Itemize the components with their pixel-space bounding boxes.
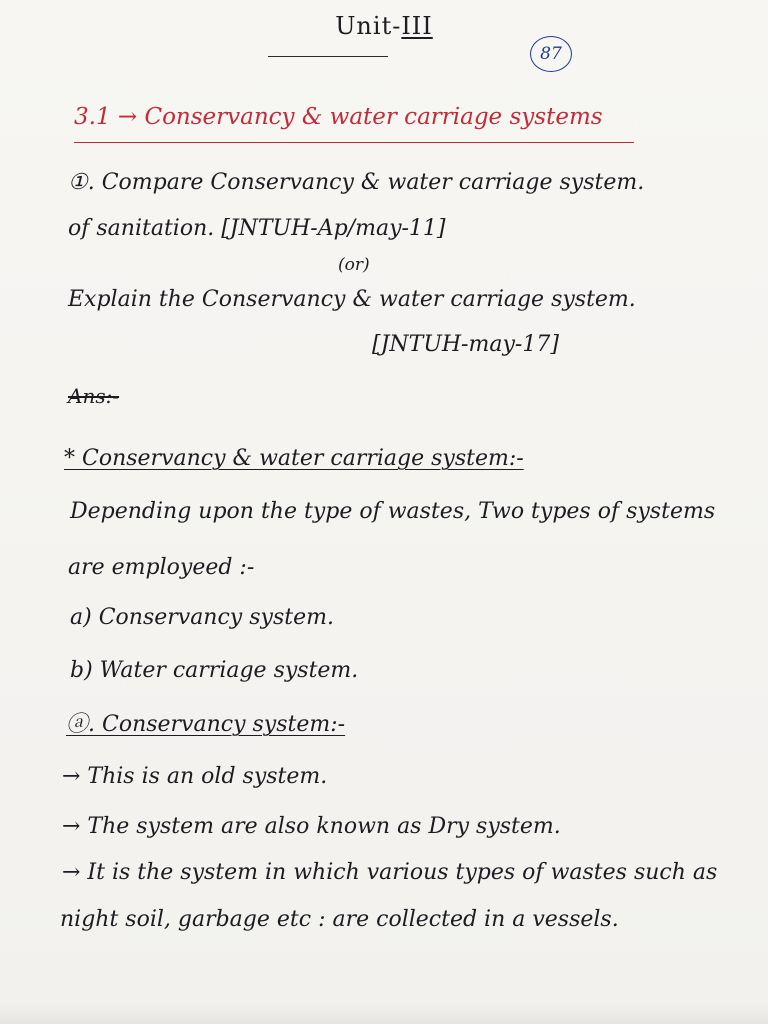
point-line: → This is an old system.	[62, 764, 328, 789]
point-line: → The system are also known as Dry system.	[62, 814, 561, 839]
section-heading: 3.1 → Conservancy & water carriage systems	[74, 104, 603, 130]
question-line-4: [JNTUH-may-17]	[372, 332, 559, 357]
answer-label: Ans:-	[68, 384, 120, 408]
page-bottom-shadow	[0, 1002, 768, 1024]
point-line: night soil, garbage etc : are collected in a vessels.	[60, 907, 619, 932]
section-heading-underline	[74, 142, 634, 143]
answer-sub-heading: * Conservancy & water carriage system:-	[64, 446, 524, 471]
unit-roman-numeral: III	[401, 12, 433, 40]
point-line: → It is the system in which various types of wastes such as	[62, 860, 718, 885]
question-line-3: Explain the Conservancy & water carriage system.	[68, 287, 636, 312]
unit-title: Unit-III	[335, 12, 433, 40]
question-or-label: (or)	[338, 255, 370, 275]
question-line-1: ①. Compare Conservancy & water carriage system.	[68, 170, 645, 195]
page-number-badge: 87	[530, 36, 572, 72]
list-item-a: a) Conservancy system.	[70, 605, 334, 630]
list-item-b: b) Water carriage system.	[70, 658, 359, 683]
unit-title-underline	[268, 56, 388, 57]
body-line-1: Depending upon the type of wastes, Two types of systems	[70, 499, 716, 524]
body-line-2: are employeed :-	[68, 555, 255, 580]
question-line-2: of sanitation. [JNTUH-Ap/may-11]	[68, 216, 446, 241]
conservancy-heading: ⓐ. Conservancy system:-	[66, 712, 346, 737]
